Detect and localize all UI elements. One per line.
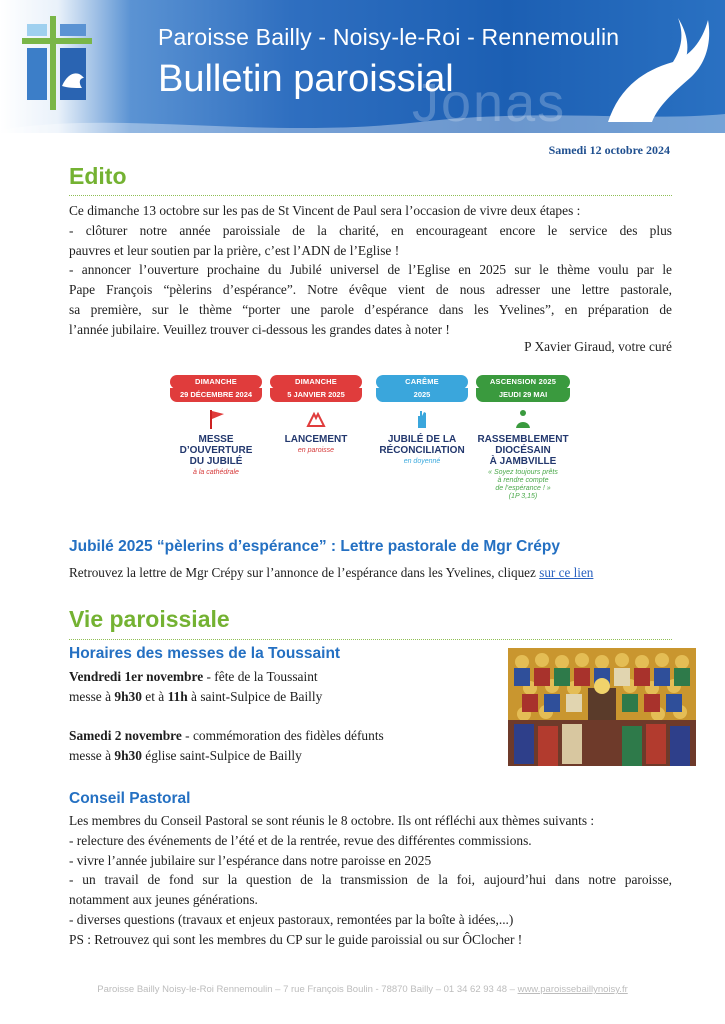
- saints-painting-illustration: [508, 648, 696, 766]
- conseil-line: PS : Retrouvez qui sont les membres du CP sur le guide paroissial ou sur ÔClocher !: [69, 931, 523, 947]
- event-badge-date: JEUDI 29 MAI: [476, 388, 570, 402]
- conseil-line: notamment aux jeunes générations.: [69, 892, 258, 908]
- conseil-line: - vivre l’année jubilaire sur l’espérance dans notre paroisse en 2025: [69, 852, 432, 868]
- edito-line: - clôturer notre année paroissiale de la charité, en encourageant encore le service des plus: [69, 222, 672, 238]
- bulletin-header: [0, 0, 725, 133]
- edito-line: Ce dimanche 13 octobre sur les pas de St Vincent de Paul sera l’occasion de vivre deux étapes :: [69, 203, 581, 218]
- people-icon: [511, 408, 535, 430]
- edito-divider: [69, 195, 672, 196]
- conseil-pastoral-text: [69, 811, 672, 950]
- toussaint-schedule: Vendredi 1er novembre - fête de la Toussaint messe à 9h30 et à 11h à saint-Sulpice de Bailly Samedi 2 novembre - commémoration des fidèles défunts messe à 9h30 église saint-Sulpice de Bailly: [69, 669, 384, 764]
- conseil-pastoral-title: Conseil Pastoral: [69, 790, 191, 807]
- hand-icon: [410, 408, 434, 430]
- event-quote: « Soyez toujours prêts à rendre compte de l’espérance ! » (1P 3,15): [488, 469, 558, 500]
- conseil-line: Les membres du Conseil Pastoral se sont réunis le 8 octobre. Ils ont réfléchi aux thèmes suivants :: [69, 813, 595, 828]
- edito-text: [69, 201, 672, 340]
- jubilee-dates-graphic: [170, 375, 570, 515]
- edito-signature: P Xavier Giraud, votre curé: [524, 339, 672, 354]
- toussaint-title: Horaires des messes de la Toussaint: [69, 645, 341, 662]
- toussaint-day1: Vendredi 1er novembre: [69, 669, 204, 684]
- parish-website-link[interactable]: www.paroissebaillynoisy.fr: [517, 984, 628, 995]
- event-title: JUBILÉ DE LA RÉCONCILIATION: [379, 434, 465, 456]
- event-badge: ASCENSION 2025: [476, 375, 570, 389]
- event-title: MESSE D’OUVERTURE DU JUBILÉ: [179, 434, 253, 467]
- event-place: en paroisse: [297, 447, 335, 454]
- edito-title: Edito: [69, 163, 127, 189]
- event-place: à la cathédrale: [193, 469, 239, 476]
- event-badge: DIMANCHE: [170, 375, 262, 389]
- event-badge: CARÊME: [376, 375, 468, 389]
- event-opening-mass: [170, 375, 262, 476]
- event-reconciliation: [376, 375, 468, 465]
- edito-line: - annoncer l’ouverture prochaine du Jubilé universel de l’Eglise en 2025 sur le thème voulu par le: [69, 262, 672, 278]
- jubilee-letter-title: Jubilé 2025 “pèlerins d’espérance” : Lettre pastorale de Mgr Crépy: [69, 538, 561, 555]
- whale-tail-icon: [578, 12, 718, 122]
- edito-line: sa première, sur le thème “porter une parole d’espérance dans les Yvelines”, en préparation de: [69, 301, 672, 317]
- event-title: LANCEMENT: [284, 434, 348, 445]
- event-launch: [270, 375, 362, 454]
- parish-name: Paroisse Bailly - Noisy-le-Roi - Rennemoulin: [158, 24, 620, 50]
- edito-line: Pape François “pèlerins d’espérance”. Notre évêque vient de nous adresser une lettre pastorale,: [69, 282, 672, 298]
- conseil-line: - diverses questions (travaux et enjeux pastoraux, remontées par la boîte à idées,...): [69, 911, 514, 927]
- flag-icon: [204, 408, 228, 430]
- hands-icon: [304, 408, 328, 430]
- event-badge: DIMANCHE: [270, 375, 362, 389]
- event-title: RASSEMBLEMENT DIOCÉSAIN À JAMBVILLE: [477, 434, 569, 467]
- jonas-watermark: Jonas: [412, 73, 567, 133]
- page-footer: Paroisse Bailly Noisy-le-Roi Rennemoulin – 7 rue François Boulin - 78870 Bailly – 01 34 62 93 48 – www.paroissebaillynoisy.fr: [97, 984, 628, 995]
- vie-paroissiale-title: Vie paroissiale: [69, 606, 230, 632]
- bulletin-title: Bulletin paroissial: [158, 58, 454, 100]
- vie-divider: [69, 639, 672, 640]
- event-badge-date: 29 DÉCEMBRE 2024: [170, 388, 262, 402]
- event-badge-date: 2025: [376, 388, 468, 402]
- conseil-line: - relecture des événements de l’été et de la rentrée, revue des différentes commissions.: [69, 832, 532, 848]
- parish-logo-icon: [22, 16, 92, 110]
- conseil-line: - un travail de fond sur la question de la transmission de la foi, aujourd’hui dans notre paroisse,: [69, 872, 672, 888]
- event-badge-date: 5 JANVIER 2025: [270, 388, 362, 402]
- event-place: en doyenné: [403, 458, 441, 465]
- edito-line: l’année jubilaire. Veuillez trouver ci-dessous les grandes dates à noter !: [69, 321, 450, 337]
- toussaint-day2: Samedi 2 novembre: [69, 728, 182, 744]
- pastoral-letter-link[interactable]: sur ce lien: [539, 565, 594, 580]
- edito-line: pauvres et leur soutien par la prière, c’est l’ADN de l’Eglise !: [69, 242, 400, 258]
- all-saints-painting: [508, 648, 696, 766]
- event-diocesan-gathering: [476, 375, 570, 501]
- bulletin-date: Samedi 12 octobre 2024: [548, 143, 670, 157]
- jubilee-letter-text: Retrouvez la lettre de Mgr Crépy sur l’annonce de l’espérance dans les Yvelines, cliquez sur ce lien: [69, 565, 594, 580]
